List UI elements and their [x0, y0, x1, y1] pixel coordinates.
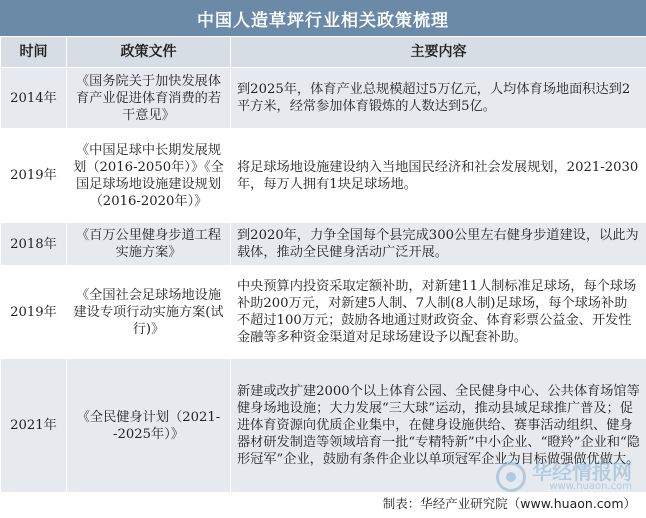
header-content: 主要内容 — [231, 37, 646, 68]
row-content: 到2020年，力争全国每个县完成300公里左右健身步道建设，以此为载体，推动全民健身活动广泛开展。 — [231, 223, 646, 266]
source-footer: 制表：华经产业研究院（www.huaon.com） — [382, 496, 636, 511]
row-year: 2019年 — [1, 266, 67, 359]
row-content: 中央预算内投资采取定额补助，对新建11人制标准足球场，每个球场补助200万元，对新建5人制、7人制(8人制)足球场，每个球场补助不超过100万元；鼓励各地通过财政资金、体育彩票公益金、开发性金融等多种资金渠道对足球场建设予以配套补助。 — [231, 266, 646, 359]
table-row — [1, 68, 646, 129]
row-doc: 《中国足球中长期发展规划（2016-2050年）》《全国足球场地设施建设规划（2016-2020年）》 — [67, 129, 231, 223]
header-doc: 政策文件 — [67, 37, 231, 68]
row-doc: 《全国社会足球场地设施建设专项行动实施方案(试行)》 — [67, 266, 231, 359]
row-doc: 《国务院关于加快发展体育产业促进体育消费的若干意见》 — [67, 68, 231, 129]
table-row — [1, 223, 646, 266]
policy-table — [0, 36, 646, 493]
row-content: 新建或改扩建2000个以上体育公园、全民健身中心、公共体育场馆等健身场地设施；大力发展“三大球”运动，推动县域足球推广普及；促进体育资源向优质企业集中，在健身设施供给、赛事活动组织、健身器材研发制造等领域培育一批“专精特新”中小企业、“瞪羚”企业和“隐形冠军”企业，鼓励有条件企业以单项冠军企业为目标做强做优做大。 — [231, 359, 646, 493]
row-content: 到2025年，体育产业总规模超过5万亿元，人均体育场地面积达到2平方米，经常参加体育锻炼的人数达到5亿。 — [231, 68, 646, 129]
row-content: 将足球场地设施建设纳入当地国民经济和社会发展规划，2021-2030年，每万人拥有1块足球场地。 — [231, 129, 646, 223]
row-doc: 《百万公里健身步道工程实施方案》 — [67, 223, 231, 266]
row-year: 2018年 — [1, 223, 67, 266]
row-year: 2014年 — [1, 68, 67, 129]
row-year: 2019年 — [1, 129, 67, 223]
header-time: 时间 — [1, 37, 67, 68]
page-title: 中国人造草坪行业相关政策梳理 — [0, 0, 646, 36]
table-row — [1, 266, 646, 359]
row-year: 2021年 — [1, 359, 67, 493]
table-row — [1, 359, 646, 493]
watermark-en: www.huaon.com — [549, 481, 632, 492]
table-row — [1, 129, 646, 223]
table-header-row — [1, 37, 646, 68]
watermark-cn: 华经情报网 — [532, 460, 632, 484]
row-doc: 《全民健身计划（2021--2025年）》 — [67, 359, 231, 493]
